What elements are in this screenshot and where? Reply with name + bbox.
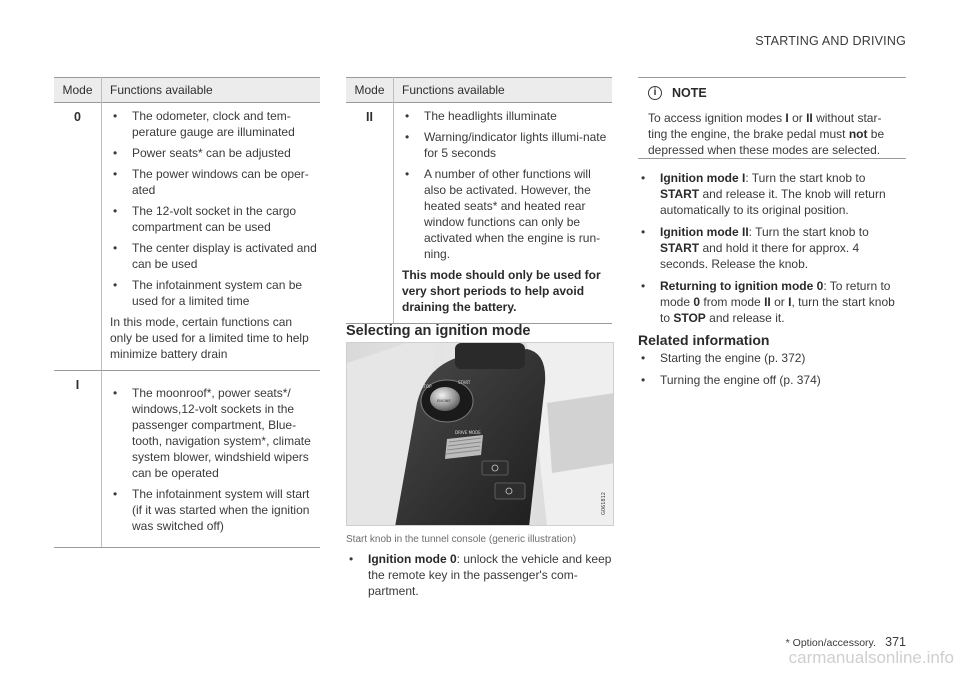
note-box <box>638 77 906 159</box>
mode-0-description <box>346 551 616 604</box>
mode-cell: 0 <box>74 110 81 124</box>
running-header: STARTING AND DRIVING <box>755 34 906 48</box>
watermark: carmanualsonline.info <box>788 648 954 667</box>
column-header-functions: Functions available <box>393 77 612 103</box>
list-item: • Power seats* can be adjusted <box>113 146 291 160</box>
functions-cell <box>101 103 320 370</box>
related-link-turning-engine-off[interactable]: • Turning the engine off (p. 374) <box>641 373 821 387</box>
functions-cell <box>393 103 612 323</box>
related-information <box>638 332 906 394</box>
section-title: Selecting an ignition mode <box>346 323 531 339</box>
mode-instructions <box>638 170 906 332</box>
knob-engine-label: ENGINE <box>437 399 451 403</box>
list-item: • The center display is activated and can be used <box>113 241 317 271</box>
column-header-functions: Functions available <box>101 77 320 103</box>
ignition-mode-table-2 <box>346 77 612 324</box>
tunnel-console-image <box>347 343 614 526</box>
mode-note: In this mode, certain functions can only be used for a limited time to help minimize battery drain <box>110 315 309 361</box>
list-item: • A number of other functions will also be activated. However, the heated seats* and heated rear window functions can only be activated when the engine is run-ning. <box>405 167 601 261</box>
knob-stop-label: STOP <box>421 384 432 389</box>
table-row <box>346 103 612 324</box>
table-header <box>346 77 612 103</box>
mode-cell: I <box>75 378 80 392</box>
table-header <box>54 77 320 103</box>
column-header-mode: Mode <box>354 83 385 97</box>
list-item: • The headlights illuminate <box>405 109 557 123</box>
list-item: • Warning/indicator lights illumi-nate for 5 seconds <box>405 130 607 160</box>
footnote: * Option/accessory. <box>785 637 876 649</box>
page-number: 371 <box>885 635 906 649</box>
related-title: Related information <box>638 332 770 348</box>
start-knob-illustration <box>346 342 614 526</box>
battery-warning: This mode should only be used for very short periods to help avoid draining the battery. <box>402 268 601 314</box>
note-text: To access ignition modes I or II without star-ting the engine, the brake pedal must not be depressed when these modes are selected. <box>648 111 885 157</box>
knob-start-label: START <box>458 380 471 385</box>
list-item: • Returning to ignition mode 0: To return to mode 0 from mode II or I, turn the start knob to STOP and release it. <box>641 279 895 325</box>
mode-cell: II <box>366 110 373 124</box>
list-item: • The infotainment system will start (if it was started when the ignition was switched off) <box>113 487 310 533</box>
list-item: • The infotainment system can be used for a limited time <box>113 278 303 308</box>
note-title: NOTE <box>672 86 707 100</box>
list-item: • Ignition mode 0: unlock the vehicle and keep the remote key in the passenger's com-partment. <box>349 552 612 598</box>
list-item: • The odometer, clock and tem-perature gauge are illuminated <box>113 109 295 139</box>
list-item: • The moonroof*, power seats*/ windows,12-volt sockets in the passenger compartment, Blue-tooth, navigation system*, climate system blower, windshield wipers can be operated <box>113 386 311 480</box>
figure-code: G061812 <box>601 492 607 515</box>
list-item: • Ignition mode II: Turn the start knob to START and hold it there for approx. 4 seconds. Release the knob. <box>641 225 869 271</box>
info-icon: i <box>648 86 662 100</box>
column-header-mode: Mode <box>62 83 93 97</box>
related-link-starting-engine[interactable]: • Starting the engine (p. 372) <box>641 351 806 365</box>
drive-mode-label: DRIVE MODE <box>455 430 481 435</box>
figure-caption: Start knob in the tunnel console (generic illustration) <box>346 534 577 545</box>
list-item: • Ignition mode I: Turn the start knob to START and release it. The knob will return automatically to its original position. <box>641 171 886 217</box>
table-row <box>54 103 320 371</box>
list-item: • The power windows can be oper-ated <box>113 167 309 197</box>
ignition-mode-table-1 <box>54 77 320 548</box>
list-item: • The 12-volt socket in the cargo compartment can be used <box>113 204 297 234</box>
table-row <box>54 371 320 548</box>
functions-cell <box>101 371 320 547</box>
